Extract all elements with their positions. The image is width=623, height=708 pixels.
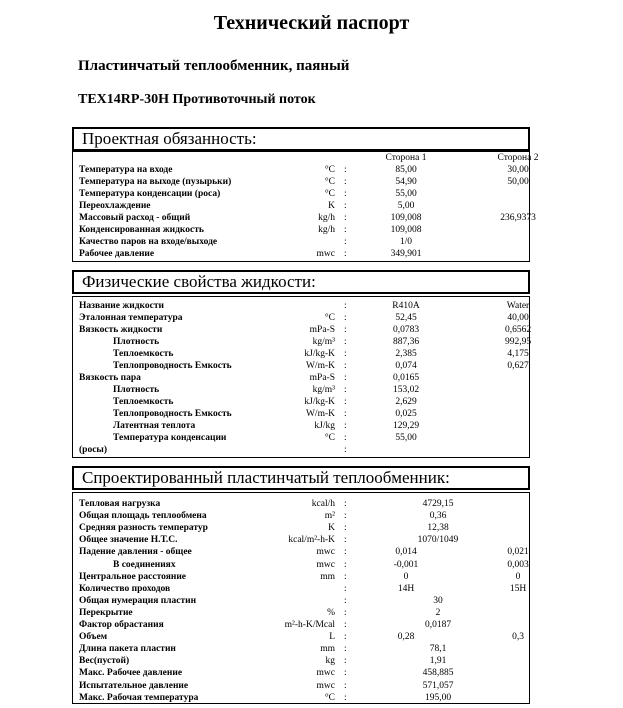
separator-colon: : [344, 692, 347, 703]
table-row [73, 420, 529, 432]
table-row [73, 571, 529, 583]
table-row [73, 300, 529, 312]
separator-colon: : [344, 237, 347, 247]
separator-colon: : [344, 397, 347, 407]
value-side-2: 0,021 [507, 547, 529, 558]
value-side-1: 0,014 [395, 547, 417, 558]
row-unit: °C [324, 313, 335, 323]
value-common: 1,91 [429, 656, 447, 667]
table-row [73, 583, 529, 595]
separator-colon: : [344, 421, 347, 431]
row-label: Температура на выходе (пузырьки) [79, 177, 232, 187]
value-side-2: 0,003 [507, 559, 529, 570]
value-side-1: 55,00 [395, 433, 417, 443]
separator-colon: : [344, 249, 347, 259]
separator-colon: : [344, 165, 347, 175]
row-unit: kJ/kg [314, 421, 335, 431]
row-unit: kJ/kg-K [304, 397, 335, 407]
value-side-1: 85,00 [395, 165, 417, 175]
value-side-1: 0,074 [395, 361, 417, 371]
row-label: Теплоемкость [113, 397, 174, 407]
table-row [73, 680, 529, 692]
row-label: Плотность [113, 385, 160, 395]
value-side-1: 0,0165 [392, 373, 420, 383]
row-label: Длина пакета пластин [79, 644, 176, 655]
row-label: Эталонная температура [79, 313, 183, 323]
separator-colon: : [344, 385, 347, 395]
separator-colon: : [344, 201, 347, 211]
separator-colon: : [344, 571, 347, 582]
row-unit: mwc [316, 249, 335, 259]
separator-colon: : [344, 301, 347, 311]
table-row [73, 595, 529, 607]
separator-colon: : [344, 644, 347, 655]
row-unit: mwc [316, 559, 335, 570]
row-label: Температура конденсации [113, 433, 227, 443]
value-side-1: -0,001 [393, 559, 419, 570]
row-unit: mPa-S [309, 373, 335, 383]
row-unit: kJ/kg-K [304, 349, 335, 359]
row-unit: kg/m³ [312, 385, 335, 395]
value-side-1: 153,02 [392, 385, 420, 395]
value-side-1: 54,90 [395, 177, 417, 187]
row-label: Рабочее давление [79, 249, 155, 259]
table-row [73, 236, 529, 248]
value-common: 195,00 [424, 692, 452, 703]
row-label: Тепловая нагрузка [79, 499, 161, 509]
row-unit: °C [324, 189, 335, 199]
value-side-1: 2,385 [395, 349, 417, 359]
row-label: Фактор обрастания [79, 620, 164, 630]
value-side-1: 0,28 [397, 632, 415, 643]
table-row [73, 655, 529, 667]
table-row [73, 336, 532, 348]
value-side-1: 0 [403, 571, 409, 582]
value-side-1: 887,36 [392, 337, 420, 347]
value-side-1: 2,629 [395, 397, 417, 407]
row-unit: mm [320, 644, 335, 655]
value-side-2: 15H [509, 583, 527, 594]
table-row [73, 546, 529, 558]
row-label: Вязкость жидкости [79, 325, 163, 335]
value-common: 2 [435, 607, 441, 618]
table-row [73, 559, 529, 571]
row-label: Массовый расход - общий [79, 213, 191, 223]
table-row [73, 510, 529, 522]
table-row [73, 534, 529, 546]
row-unit: K [328, 201, 335, 211]
value-side-1: 52,45 [395, 313, 417, 323]
separator-colon: : [344, 583, 347, 594]
row-unit: m² [324, 511, 335, 522]
value-side-1: R410A [392, 301, 420, 311]
column-header-row [73, 152, 539, 164]
row-label: Испытательное давление [79, 680, 189, 691]
value-side-2: 992,95 [504, 337, 532, 347]
row-label: Вес(пустой) [79, 656, 130, 667]
separator-colon: : [344, 632, 347, 643]
value-side-1: 0,025 [395, 409, 417, 419]
table-row [73, 522, 529, 534]
row-unit: K [328, 523, 335, 534]
section-designed-exchanger [72, 492, 530, 704]
separator-colon: : [344, 535, 347, 546]
table-row [73, 348, 529, 360]
value-common: 30 [433, 595, 443, 606]
separator-colon: : [344, 189, 347, 199]
value-side-1: 349,901 [390, 249, 422, 259]
row-label: Качество паров на входе/выходе [79, 237, 218, 247]
row-label: Переохлаждение [79, 201, 151, 211]
separator-colon: : [344, 213, 347, 223]
table-row [73, 619, 529, 631]
page-title: Технический паспорт [213, 12, 410, 34]
row-label: Плотность [113, 337, 160, 347]
table-row [73, 372, 529, 384]
table-row [73, 498, 529, 510]
separator-colon: : [344, 177, 347, 187]
row-label: (росы) [79, 445, 107, 455]
table-row [73, 444, 529, 456]
value-side-1: 1/0 [399, 237, 413, 247]
table-row [73, 432, 529, 444]
row-label: Средняя разность температур [79, 523, 208, 534]
value-side-2: 0 [515, 571, 521, 582]
value-side-1: 14H [397, 583, 415, 594]
section-design-duty [72, 151, 539, 262]
row-unit: mwc [316, 668, 335, 679]
row-label: Конденсированная жидкость [79, 225, 204, 235]
value-side-2: 30,00 [507, 165, 529, 175]
separator-colon: : [344, 225, 347, 235]
row-label: Теплоемкость [113, 349, 174, 359]
value-side-2: 0,627 [507, 361, 529, 371]
row-unit: mPa-S [309, 325, 335, 335]
value-side-2: 236,9373 [500, 213, 536, 223]
separator-colon: : [344, 668, 347, 679]
row-label: В соединениях [113, 559, 176, 570]
value-common: 78,1 [429, 644, 447, 655]
separator-colon: : [344, 445, 347, 455]
row-unit: kcal/m²-h-K [288, 535, 335, 546]
row-label: Падение давления - общее [79, 547, 192, 558]
value-side-1: 129,29 [392, 421, 420, 431]
table-row [73, 692, 529, 704]
value-side-2: Water [506, 301, 530, 311]
table-row [73, 212, 536, 224]
separator-colon: : [344, 313, 347, 323]
separator-colon: : [344, 361, 347, 371]
column-header-side-2: Сторона 2 [497, 153, 539, 163]
value-side-1: 5,00 [397, 201, 415, 211]
value-side-1: 109,008 [390, 225, 422, 235]
row-label: Общая площадь теплообмена [79, 511, 207, 522]
row-unit: L [329, 632, 335, 643]
row-unit: % [327, 607, 335, 618]
row-label: Теплопроводность Емкость [113, 409, 232, 419]
value-side-1: 109,008 [390, 213, 422, 223]
value-common: 571,057 [422, 680, 454, 691]
row-unit: °C [324, 165, 335, 175]
section-heading-design-duty: Проектная обязанность: [72, 127, 530, 151]
separator-colon: : [344, 656, 347, 667]
value-common: 0,0187 [424, 620, 452, 630]
value-side-1: 55,00 [395, 189, 417, 199]
value-side-2: 4,175 [507, 349, 529, 359]
value-side-2: 0,3 [512, 632, 524, 643]
table-row [73, 360, 529, 372]
table-row [73, 396, 529, 408]
row-label: Макс. Рабочая температура [79, 692, 199, 703]
separator-colon: : [344, 523, 347, 534]
row-unit: °C [324, 433, 335, 443]
row-label: Перекрытие [79, 607, 133, 618]
table-row [73, 324, 532, 336]
separator-colon: : [344, 620, 347, 630]
table-row [73, 200, 529, 212]
separator-colon: : [344, 607, 347, 618]
separator-colon: : [344, 595, 347, 606]
value-common: 458,885 [422, 668, 454, 679]
value-side-2: 40,00 [507, 313, 529, 323]
separator-colon: : [344, 547, 347, 558]
section-heading-fluid-properties: Физические свойства жидкости: [72, 270, 530, 294]
row-unit: mm [320, 571, 335, 582]
row-unit: °C [324, 692, 335, 703]
table-row [73, 164, 529, 176]
value-common: 12,38 [427, 523, 449, 534]
column-header-side-1: Сторона 1 [385, 153, 427, 163]
value-common: 0,36 [429, 511, 447, 522]
table-row [73, 176, 529, 188]
separator-colon: : [344, 349, 347, 359]
row-label: Температура на входе [79, 165, 173, 175]
row-unit: kg/h [318, 225, 335, 235]
value-side-1: 0,0783 [392, 325, 420, 335]
row-unit: kg/m³ [312, 337, 335, 347]
row-unit: m²-h-K/Mcal [284, 620, 335, 630]
row-unit: mwc [316, 547, 335, 558]
value-common: 1070/1049 [417, 535, 459, 546]
row-unit: °C [324, 177, 335, 187]
row-unit: kg/h [318, 213, 335, 223]
separator-colon: : [344, 409, 347, 419]
separator-colon: : [344, 433, 347, 443]
row-label: Название жидкости [79, 301, 164, 311]
separator-colon: : [344, 559, 347, 570]
value-side-2: 50,00 [507, 177, 529, 187]
separator-colon: : [344, 680, 347, 691]
row-unit: mwc [316, 680, 335, 691]
table-row [73, 248, 529, 260]
row-label: Количество проходов [79, 583, 171, 594]
row-label: Макс. Рабочее давление [79, 668, 183, 679]
section-heading-designed-exchanger: Спроектированный пластинчатый теплообменник: [72, 466, 530, 490]
document-subtitle: Пластинчатый теплообменник, паяный [78, 58, 350, 74]
row-label: Объем [79, 632, 108, 643]
table-row [73, 631, 529, 643]
separator-colon: : [344, 325, 347, 335]
table-row [73, 312, 529, 324]
row-unit: kg [325, 656, 335, 667]
separator-colon: : [344, 373, 347, 383]
row-label: Теплопроводность Емкость [113, 361, 232, 371]
table-row [73, 188, 529, 200]
section-fluid-properties [72, 296, 530, 458]
row-label: Центральное расстояние [79, 571, 187, 582]
row-label: Температура конденсации (роса) [79, 189, 221, 199]
table-row [73, 224, 529, 236]
table-row [73, 408, 529, 420]
row-label: Общее значение Н.Т.С. [79, 535, 178, 546]
value-common: 4729,15 [422, 499, 454, 509]
separator-colon: : [344, 337, 347, 347]
table-row [73, 384, 529, 396]
table-row [73, 607, 529, 619]
row-unit: W/m-K [305, 409, 335, 419]
separator-colon: : [344, 499, 347, 509]
row-label: Общая нумерация пластин [79, 595, 197, 606]
row-unit: kcal/h [311, 499, 335, 509]
value-side-2: 0,6562 [504, 325, 532, 335]
row-label: Латентная теплота [113, 421, 196, 431]
row-unit: W/m-K [305, 361, 335, 371]
model-name: TEX14RP-30H Противоточный поток [78, 92, 316, 107]
row-label: Вязкость пара [79, 373, 141, 383]
table-row [73, 667, 529, 679]
separator-colon: : [344, 511, 347, 522]
table-row [73, 643, 529, 655]
